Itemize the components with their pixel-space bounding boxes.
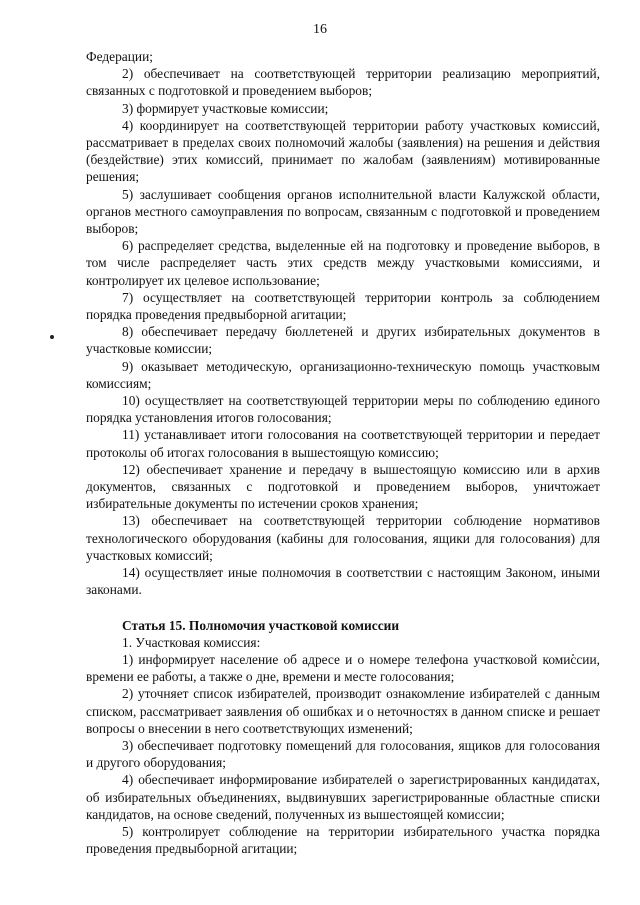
- list-item-8: 8) обеспечивает передачу бюллетеней и других избирательных документов в участковые комиссии;: [86, 324, 600, 357]
- list-item-14: 14) осуществляет иные полномочия в соответствии с настоящим Законом, иными законами.: [86, 565, 600, 598]
- list-item-10: 10) осуществляет на соответствующей территории меры по соблюдению единого порядка установления итогов голосования;: [86, 393, 600, 426]
- article-item-4: 4) обеспечивает информирование избирателей о зарегистрированных кандидатах, об избирательных объединениях, выдвинувших зарегистрированные областные списки кандидатов, на основе сведений, полученных из вышестоящей комиссии;: [86, 772, 600, 822]
- list-item-13: 13) обеспечивает на соответствующей территории соблюдение нормативов технологического оборудования (кабины для голосования, ящики для голосования) для участковых комиссий;: [86, 513, 600, 563]
- article-heading: Статья 15. Полномочия участковой комиссии: [122, 617, 400, 633]
- margin-mark: [50, 335, 54, 339]
- article-clause-1: 1. Участковая комиссия:: [122, 634, 261, 650]
- list-item-3: 3) формирует участковые комиссии;: [122, 100, 329, 116]
- list-item-7: 7) осуществляет на соответствующей территории контроль за соблюдением порядка проведения предвыборной агитации;: [86, 289, 600, 323]
- article-item-5: 5) контролирует соблюдение на территории избирательного участка порядка проведения предвыборной агитации;: [86, 823, 600, 857]
- list-item-4: 4) координирует на соответствующей территории работу участковых комиссий, рассматривает в пределах своих полномочий жалобы (заявления) на решения и действия (бездействие) этих комиссий, принимает по жалобам (заявлениям) мотивированные решения;: [86, 117, 600, 185]
- list-item-9: 9) оказывает методическую, организационно-техническую помощь участковым комиссиям;: [86, 358, 600, 391]
- list-item-2: 2) обеспечивает на соответствующей территории реализацию мероприятий, связанных с подготовкой и проведением выборов;: [86, 66, 600, 99]
- page-number: 16: [313, 22, 327, 37]
- article-item-3: 3) обеспечивает подготовку помещений для голосования, ящиков для голосования и другого оборудования;: [86, 737, 600, 771]
- list-item-11: 11) устанавливает итоги голосования на соответствующей территории и передает протоколы об итогах голосования в вышестоящую комиссию;: [86, 427, 600, 460]
- document-body: [86, 48, 600, 857]
- list-item-6: 6) распределяет средства, выделенные ей на подготовку и проведение выборов, в том числе распределяет часть этих средств между участковыми комиссиями, и контролирует их целевое использование;: [86, 238, 600, 288]
- list-item-12: 12) обеспечивает хранение и передачу в вышестоящую комиссию или в архив документов, связанных с подготовкой и проведением выборов, уничтожает избирательные документы по истечении сроков хранения;: [86, 461, 600, 512]
- list-item-5: 5) заслушивает сообщения органов исполнительной власти Калужской области, органов местного самоуправления по вопросам, связанным с подготовкой и проведением выборов;: [86, 186, 600, 237]
- article-item-1: 1) информирует население об адресе и о номере телефона участковой комиссии, времени ее работы, а также о дне, времени и месте голосования;: [86, 651, 600, 685]
- paragraph-continuation: Федерации;: [86, 49, 153, 64]
- article-item-2: 2) уточняет список избирателей, производит ознакомление избирателей с данным списком, рассматривает заявления об ошибках и о неточностях в данном списке и решает вопросы о внесении в него соответствующих изменений;: [86, 686, 600, 736]
